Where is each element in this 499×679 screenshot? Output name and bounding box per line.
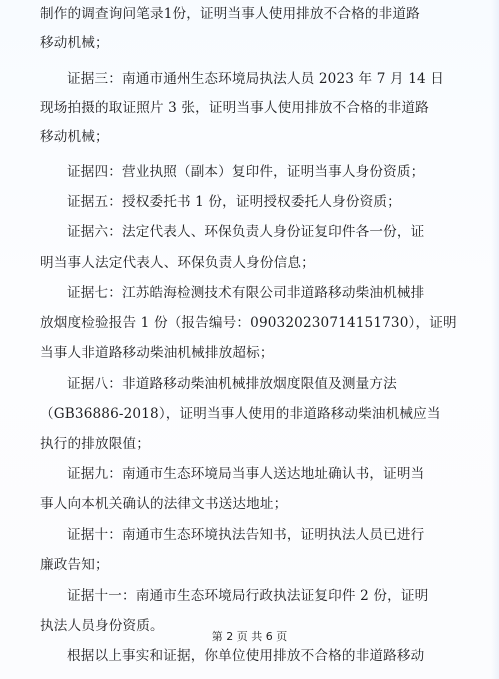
evidence-6-line-2: 明当事人法定代表人、环保负责人身份信息；	[40, 255, 315, 271]
evidence-6-line-1: 证据六：法定代表人、环保负责人身份证复印件各一份，证	[67, 224, 425, 240]
evidence-3-line-1: 证据三：南通市通州生态环境局执法人员 2023 年 7 月 14 日	[67, 71, 445, 87]
evidence-8-line-1: 证据八：非道路移动柴油机械排放烟度限值及测量方法	[67, 376, 397, 392]
conclusion-line-1: 根据以上事实和证据，你单位使用排放不合格的非道路移动	[67, 648, 425, 664]
evidence-3-line-3: 移动机械；	[40, 129, 109, 145]
evidence-7-line-1: 证据七：江苏皓海检测技术有限公司非道路移动柴油机械排	[67, 285, 425, 301]
page-number: 第 2 页 共 6 页	[211, 630, 288, 643]
evidence-10-line-1: 证据十：南通市生态环境执法告知书，证明执法人员已进行	[67, 527, 425, 543]
evidence-5-line: 证据五：授权委托书 1 份，证明授权委托人身份资质；	[67, 194, 401, 210]
evidence-7-line-3: 当事人非道路移动柴油机械排放超标；	[40, 345, 274, 361]
evidence-8-line-2: （GB36886-2018），证明当事人使用的非道路移动柴油机械应当	[40, 406, 441, 422]
document-line-2: 移动机械；	[40, 35, 109, 51]
evidence-7-line-2: 放烟度检验报告 1 份（报告编号：090320230714151730），证明	[40, 315, 457, 331]
document-line-1: 制作的调查询问笔录1份，证明当事人使用排放不合格的非道路	[40, 6, 420, 22]
evidence-9-line-1: 证据九：南通市生态环境局当事人送达地址确认书，证明当	[67, 466, 425, 482]
evidence-9-line-2: 事人向本机关确认的法律文书送达地址；	[40, 496, 288, 512]
evidence-4-line: 证据四：营业执照（副本）复印件，证明当事人身份资质；	[67, 164, 425, 180]
evidence-3-line-2: 现场拍摄的取证照片 3 张，证明当事人使用排放不合格的非道路	[40, 100, 429, 116]
evidence-11-line-2: 执法人员身份资质。	[40, 618, 164, 634]
page-edge-shadow	[491, 0, 499, 679]
evidence-8-line-3: 执行的排放限值；	[40, 436, 150, 452]
evidence-11-line-1: 证据十一：南通市生态环境局行政执法证复印件 2 份，证明	[67, 588, 429, 604]
evidence-10-line-2: 廉政告知；	[40, 557, 109, 573]
